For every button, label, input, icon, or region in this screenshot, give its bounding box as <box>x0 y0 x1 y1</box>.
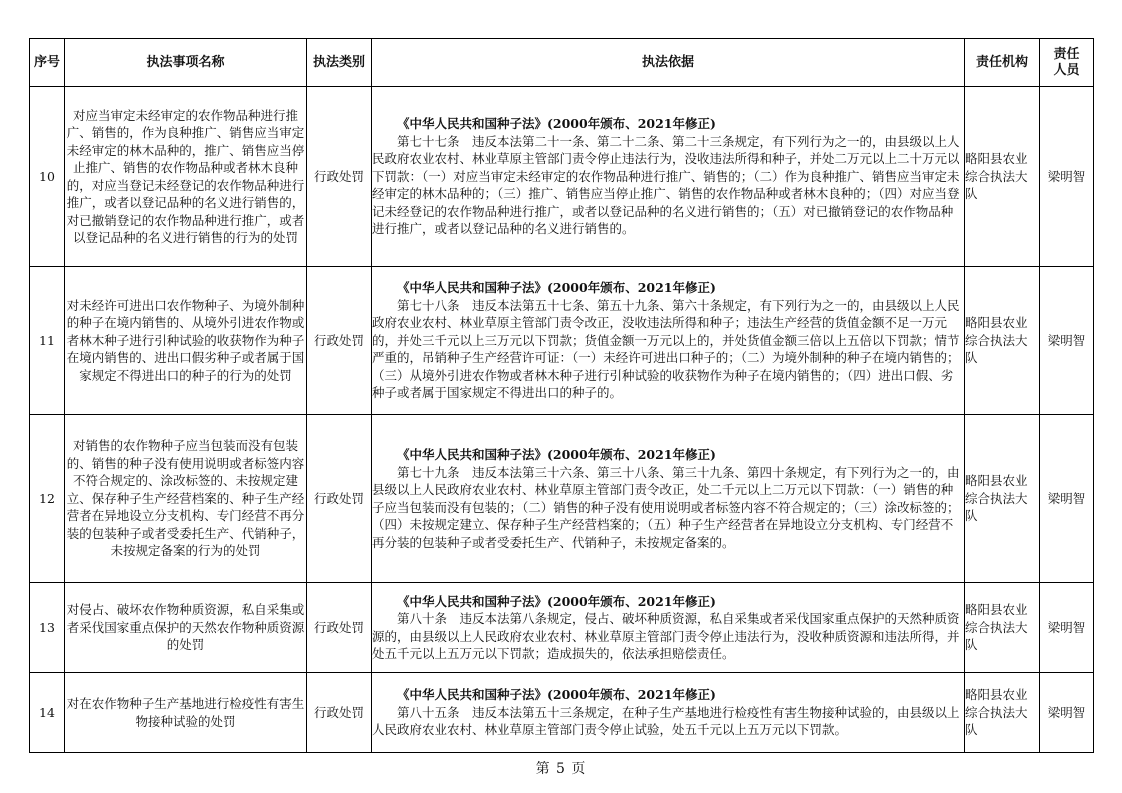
row-item-name: 对在农作物种子生产基地进行检疫性有害生物接种试验的处罚 <box>65 673 307 753</box>
header-name: 执法事项名称 <box>65 39 307 87</box>
row-number: 12 <box>30 415 65 583</box>
row-basis <box>372 583 965 673</box>
enforcement-table <box>29 38 1094 753</box>
header-person-text: 责任人员 <box>1053 46 1080 78</box>
row-law-text: 第七十八条 违反本法第五十七条、第五十九条、第六十条规定，有下列行为之一的，由县级以上人民政府农业农村、林业草原主管部门责令改正，没收违法所得和种子；违法生产经营的货值金额不足一万元的，并处三千元以上三万元以下罚款；货值金额一万元以上的，并处货值金额三倍以上五倍以下罚款；情节严重的，吊销种子生产经营许可证：（一）未经许可进出口种子的；（二）为境外制种的种子在境内销售的；（三）从境外引进农作物或者林木种子进行引种试验的收获物作为种子在境内销售的；（四）进出口假、劣种子或者属于国家规定不得进出口的种子的。 <box>372 297 960 401</box>
row-item-name: 对侵占、破坏农作物种质资源，私自采集或者采伐国家重点保护的天然农作物种质资源的处罚 <box>65 583 307 673</box>
row-org: 略阳县农业综合执法大队 <box>965 267 1040 415</box>
row-law-text: 第八十条 违反本法第八条规定，侵占、破坏种质资源，私自采集或者采伐国家重点保护的天然种质资源的，由县级以上人民政府农业农村、林业草原主管部门责令停止违法行为，没收种质资源和违法所得，并处五千元以上五万元以下罚款；造成损失的，依法承担赔偿责任。 <box>372 611 960 661</box>
row-law-title: 《中华人民共和国种子法》(2000年颁布、2021年修正) <box>397 280 716 296</box>
row-type: 行政处罚 <box>307 87 372 267</box>
header-no: 序号 <box>30 39 65 87</box>
row-law-text: 第七十七条 违反本法第二十一条、第二十二条、第二十三条规定，有下列行为之一的，由县级以上人民政府农业农村、林业草原主管部门责令停止违法行为，没收违法所得和种子，并处二万元以上二十万元以下罚款：（一）对应当审定未经审定的农作物品种进行推广、销售的；（二）作为良种推广、销售应当审定未经审定的林木品种的；（三）推广、销售应当停止推广、销售的农作物品种或者林木良种的；（四）对应当登记未经登记的农作物品种进行推广，或者以登记品种的名义进行销售的；（五）对已撤销登记的农作物品种进行推广，或者以登记品种的名义进行销售的。 <box>372 133 960 237</box>
row-law-title: 《中华人民共和国种子法》(2000年颁布、2021年修正) <box>397 116 716 132</box>
row-law-text: 第七十九条 违反本法第三十六条、第三十八条、第三十九条、第四十条规定，有下列行为之一的，由县级以上人民政府农业农村、林业草原主管部门责令改正，处二千元以上二万元以下罚款：（一）销售的种子应当包装而没有包装的；（二）销售的种子没有使用说明或者标签内容不符合规定的；（三）涂改标签的；（四）未按规定建立、保存种子生产经营档案的；（五）种子生产经营者在异地设立分支机构、专门经营不再分装的包装种子或者受委托生产、代销种子，未按规定备案的。 <box>372 464 960 550</box>
row-basis <box>372 415 965 583</box>
header-org: 责任机构 <box>965 39 1040 87</box>
table-row <box>30 87 1094 267</box>
row-person: 梁明智 <box>1040 673 1094 753</box>
row-org: 略阳县农业综合执法大队 <box>965 583 1040 673</box>
row-item-name: 对销售的农作物种子应当包装而没有包装的、销售的种子没有使用说明或者标签内容不符合规定的、涂改标签的、未按规定建立、保存种子生产经营档案的、种子生产经营者在异地设立分支机构、专门经营不再分装的包装种子或者受委托生产、代销种子，未按规定备案的行为的处罚 <box>65 415 307 583</box>
row-number: 14 <box>30 673 65 753</box>
table-row <box>30 267 1094 415</box>
row-type: 行政处罚 <box>307 267 372 415</box>
row-person: 梁明智 <box>1040 583 1094 673</box>
row-type: 行政处罚 <box>307 673 372 753</box>
row-law-title: 《中华人民共和国种子法》(2000年颁布、2021年修正) <box>397 593 716 609</box>
row-item-name: 对未经许可进出口农作物种子、为境外制种的种子在境内销售的、从境外引进农作物或者林木种子进行引种试验的收获物作为种子在境内销售的、进出口假劣种子或者属于国家规定不得进出口的种子的行为的处罚 <box>65 267 307 415</box>
row-org: 略阳县农业综合执法大队 <box>965 87 1040 267</box>
row-law-text: 第八十五条 违反本法第五十三条规定，在种子生产基地进行检疫性有害生物接种试验的，由县级以上人民政府农业农村、林业草原主管部门责令停止试验，处五千元以上五万元以下罚款。 <box>372 704 960 738</box>
header-basis: 执法依据 <box>372 39 965 87</box>
row-person: 梁明智 <box>1040 415 1094 583</box>
table-row <box>30 415 1094 583</box>
row-number: 13 <box>30 583 65 673</box>
header-type: 执法类别 <box>307 39 372 87</box>
row-type: 行政处罚 <box>307 415 372 583</box>
row-type: 行政处罚 <box>307 583 372 673</box>
row-basis <box>372 87 965 267</box>
table-row <box>30 583 1094 673</box>
row-person: 梁明智 <box>1040 267 1094 415</box>
table-row <box>30 673 1094 753</box>
row-basis <box>372 267 965 415</box>
row-number: 11 <box>30 267 65 415</box>
row-law-title: 《中华人民共和国种子法》(2000年颁布、2021年修正) <box>397 687 716 703</box>
row-basis <box>372 673 965 753</box>
row-law-title: 《中华人民共和国种子法》(2000年颁布、2021年修正) <box>397 447 716 462</box>
table-header-row <box>30 39 1094 87</box>
row-org: 略阳县农业综合执法大队 <box>965 415 1040 583</box>
row-number: 10 <box>30 87 65 267</box>
row-org: 略阳县农业综合执法大队 <box>965 673 1040 753</box>
row-person: 梁明智 <box>1040 87 1094 267</box>
header-person <box>1040 39 1094 87</box>
row-item-name: 对应当审定未经审定的农作物品种进行推广、销售的，作为良种推广、销售应当审定未经审定的林木品种的，推广、销售应当停止推广、销售的农作物品种或者林木良种的，对应当登记未经登记的农作物品种进行推广，或者以登记品种的名义进行销售的，对已撤销登记的农作物品种进行推广，或者以登记品种的名义进行销售的行为的处罚 <box>65 87 307 267</box>
page-number: 第 5 页 <box>535 761 587 777</box>
